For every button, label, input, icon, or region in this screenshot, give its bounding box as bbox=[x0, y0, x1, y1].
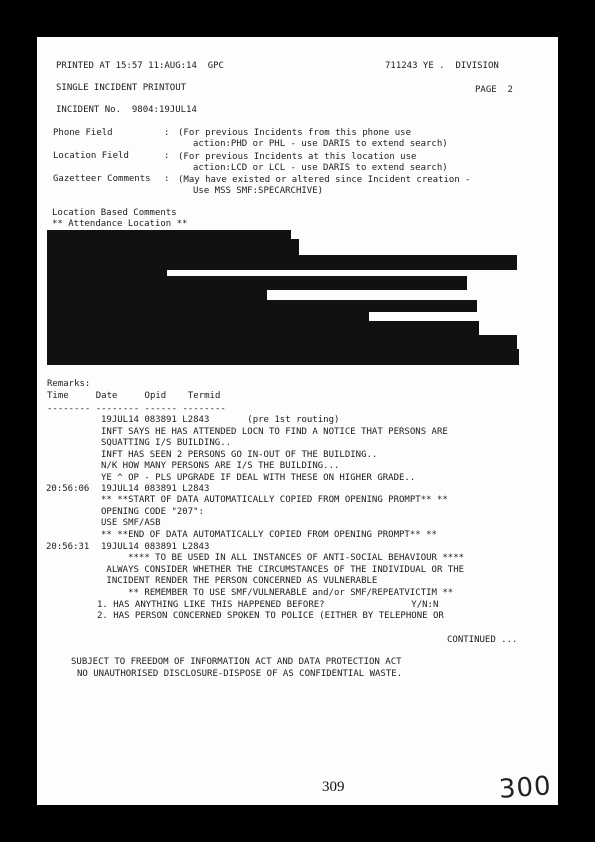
division-code: 711243 YE . DIVISION bbox=[385, 61, 499, 71]
redaction-bar bbox=[47, 290, 267, 300]
remark-line: ** **START OF DATA AUTOMATICALLY COPIED FROM OPENING PROMPT** ** bbox=[101, 495, 448, 505]
remark-line: INCIDENT RENDER THE PERSON CONCERNED AS VULNERABLE bbox=[101, 576, 378, 586]
field-separator: : bbox=[164, 151, 170, 161]
remark-time: 20:56:31 bbox=[46, 542, 90, 552]
remark-line: YE ^ OP - PLS UPGRADE IF DEAL WITH THESE ON HIGHER GRADE.. bbox=[101, 473, 416, 483]
remark-line: ALWAYS CONSIDER WHETHER THE CIRCUMSTANCES OF THE INDIVIDUAL OR THE bbox=[101, 565, 465, 575]
page-label: PAGE 2 bbox=[475, 85, 513, 95]
continued-label: CONTINUED ... bbox=[447, 635, 518, 645]
field-label: Location Field bbox=[53, 151, 129, 161]
redaction-bar bbox=[167, 265, 517, 270]
attendance-location-label: ** Attendance Location ** bbox=[52, 219, 188, 229]
redaction-bar bbox=[47, 230, 291, 239]
remark-line: INFT SAYS HE HAS ATTENDED LOCN TO FIND A NOTICE THAT PERSONS ARE bbox=[101, 427, 448, 437]
redaction-bar bbox=[47, 300, 477, 312]
redaction-bar bbox=[47, 265, 167, 276]
page-number: 309 bbox=[322, 779, 345, 795]
redaction-bar bbox=[47, 255, 517, 265]
redaction-bar bbox=[47, 349, 519, 365]
field-label: Phone Field bbox=[53, 128, 113, 138]
remarks-column-rule: -------- -------- ------ -------- bbox=[47, 404, 226, 414]
field-text: (For previous Incidents at this location use bbox=[178, 152, 417, 162]
field-text: (For previous Incidents from this phone use bbox=[178, 128, 411, 138]
remark-line: OPENING CODE "207": bbox=[101, 507, 204, 517]
remark-line: ** **END OF DATA AUTOMATICALLY COPIED FROM OPENING PROMPT** ** bbox=[101, 530, 437, 540]
field-text: action:PHD or PHL - use DARIS to extend search) bbox=[193, 139, 448, 149]
remark-line: 1. HAS ANYTHING LIKE THIS HAPPENED BEFORE? Y/N:N bbox=[97, 600, 439, 610]
field-label: Gazetteer Comments bbox=[53, 174, 151, 184]
remark-line: ** REMEMBER TO USE SMF/VULNERABLE and/or SMF/REPEATVICTIM ** bbox=[101, 588, 454, 598]
remark-line: N/K HOW MANY PERSONS ARE I/S THE BUILDING... bbox=[101, 461, 340, 471]
remark-line: 19JUL14 083891 L2843 (pre 1st routing) bbox=[101, 415, 340, 425]
document-page bbox=[37, 37, 558, 805]
remark-line: 2. HAS PERSON CONCERNED SPOKEN TO POLICE (EITHER BY TELEPHONE OR bbox=[97, 611, 444, 621]
remarks-heading: Remarks: bbox=[47, 379, 91, 389]
redaction-bar bbox=[47, 276, 467, 290]
legal-notice-line-2: NO UNAUTHORISED DISCLOSURE-DISPOSE OF AS CONFIDENTIAL WASTE. bbox=[77, 669, 403, 679]
remark-line: 19JUL14 083891 L2843 bbox=[101, 484, 210, 494]
remark-time: 20:56:06 bbox=[46, 484, 90, 494]
remark-line: INFT HAS SEEN 2 PERSONS GO IN-OUT OF THE BUILDING.. bbox=[101, 450, 378, 460]
remark-line: USE SMF/ASB bbox=[101, 518, 161, 528]
legal-notice-line-1: SUBJECT TO FREEDOM OF INFORMATION ACT AND DATA PROTECTION ACT bbox=[71, 657, 402, 667]
incident-number: INCIDENT No. 9804:19JUL14 bbox=[56, 105, 197, 115]
field-text: Use MSS SMF:SPECARCHIVE) bbox=[193, 186, 324, 196]
field-separator: : bbox=[164, 174, 170, 184]
redaction-bar bbox=[47, 321, 479, 335]
field-text: action:LCD or LCL - use DARIS to extend search) bbox=[193, 163, 448, 173]
remark-line: **** TO BE USED IN ALL INSTANCES OF ANTI-SOCIAL BEHAVIOUR **** bbox=[101, 553, 465, 563]
document-title: SINGLE INCIDENT PRINTOUT bbox=[56, 83, 187, 93]
redaction-bar bbox=[47, 239, 299, 248]
remark-line: 19JUL14 083891 L2843 bbox=[101, 542, 210, 552]
redaction-bar bbox=[47, 312, 369, 321]
remarks-column-headers: Time Date Opid Termid bbox=[47, 391, 221, 401]
remark-line: SQUATTING I/S BUILDING.. bbox=[101, 438, 232, 448]
field-text: (May have existed or altered since Incident creation - bbox=[178, 175, 471, 185]
redaction-bar bbox=[47, 335, 517, 349]
field-separator: : bbox=[164, 128, 170, 138]
handwritten-page-number: 300 bbox=[498, 771, 553, 805]
printed-timestamp: PRINTED AT 15:57 11:AUG:14 GPC bbox=[56, 61, 224, 71]
location-comments-heading: Location Based Comments bbox=[52, 208, 177, 218]
